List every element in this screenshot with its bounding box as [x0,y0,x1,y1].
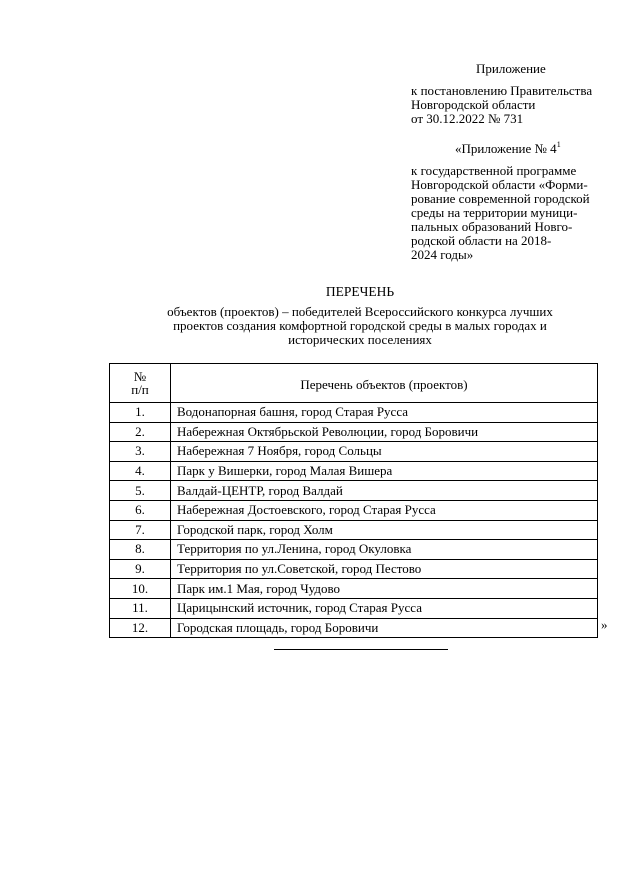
appendix-title: Приложение [476,61,546,76]
program-line: среды на территории муници- [411,205,578,220]
row-number: 8. [110,540,171,560]
table-row [110,422,598,442]
row-number: 2. [110,422,171,442]
column-header-number-abbrev: п/п [131,382,149,397]
table-row [110,520,598,540]
table-row [110,481,598,501]
table-row [110,559,598,579]
program-reference [411,164,626,262]
table-row [110,618,598,638]
row-number: 10. [110,579,171,599]
list-subtitle-line: объектов (проектов) – победителей Всероссийского конкурса лучших [167,304,553,319]
table-row [110,442,598,462]
list-subtitle [110,305,610,347]
row-number: 12. [110,618,171,638]
row-number: 3. [110,442,171,462]
list-title: ПЕРЕЧЕНЬ [325,284,395,299]
row-object-name: Царицынский источник, город Старая Русса [171,598,598,618]
decree-line: Новгородской области [411,97,536,112]
decree-line: от 30.12.2022 № 731 [411,111,524,126]
closing-quote: » [601,617,608,632]
row-object-name: Набережная Октябрьской Революции, город Боровичи [171,422,598,442]
row-object-name: Набережная 7 Ноября, город Сольцы [171,442,598,462]
list-subtitle-line: исторических поселениях [288,332,432,347]
column-header-number [110,364,171,403]
row-object-name: Набережная Достоевского, город Старая Русса [171,500,598,520]
row-object-name: Парк им.1 Мая, город Чудово [171,579,598,599]
table-row [110,500,598,520]
table-row [110,540,598,560]
list-subtitle-line: проектов создания комфортной городской среды в малых городах и [173,318,547,333]
row-object-name: Территория по ул.Советской, город Пестово [171,559,598,579]
program-line: родской области на 2018- [411,233,552,248]
appendix4-title [455,142,561,156]
appendix4-superscript: 1 [556,140,561,149]
row-number: 7. [110,520,171,540]
row-object-name: Территория по ул.Ленина, город Окуловка [171,540,598,560]
decree-line: к постановлению Правительства [411,83,593,98]
row-number: 4. [110,461,171,481]
row-number: 6. [110,500,171,520]
row-object-name: Городская площадь, город Боровичи [171,618,598,638]
table-row [110,598,598,618]
row-number: 1. [110,403,171,423]
row-number: 11. [110,598,171,618]
column-header-objects: Перечень объектов (проектов) [171,364,598,403]
row-object-name: Городской парк, город Холм [171,520,598,540]
program-line: рование современной городской [411,191,590,206]
table-row [110,461,598,481]
program-line: 2024 годы» [411,247,474,262]
row-number: 9. [110,559,171,579]
row-object-name: Валдай-ЦЕНТР, город Валдай [171,481,598,501]
program-line: к государственной программе [411,163,577,178]
program-line: пальных образований Новго- [411,219,573,234]
table-row [110,579,598,599]
decree-reference [411,84,626,126]
column-header-number-symbol: № [133,369,147,384]
row-number: 5. [110,481,171,501]
program-line: Новгородской области «Форми- [411,177,588,192]
row-object-name: Водонапорная башня, город Старая Русса [171,403,598,423]
appendix4-title-text: «Приложение № 4 [455,141,557,156]
objects-table [109,363,598,638]
table-row [110,403,598,423]
table-header-row [110,364,598,403]
row-object-name: Парк у Вишерки, город Малая Вишера [171,461,598,481]
bottom-divider [274,649,448,650]
